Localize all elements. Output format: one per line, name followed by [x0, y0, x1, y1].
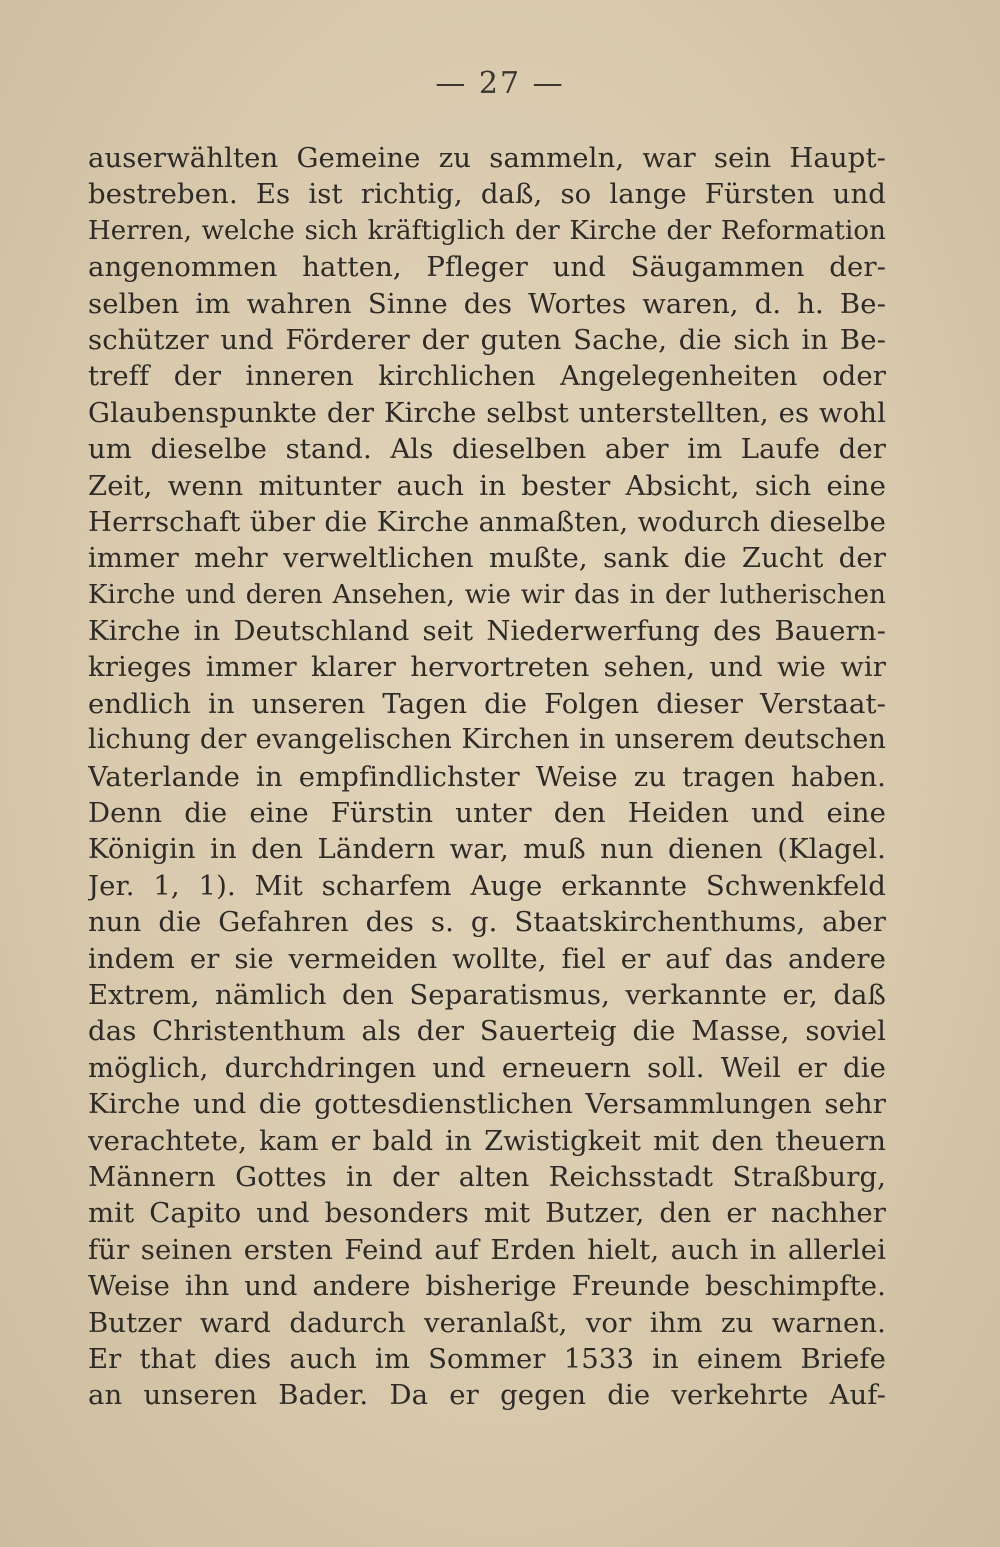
page-number: — 27 —: [435, 66, 565, 101]
text-line: angenommen hatten, Pfleger und Säugammen der-: [88, 251, 886, 284]
text-line: Kirche in Deutschland seit Niederwerfung des Bauern-: [88, 615, 886, 648]
text-line: an unseren Bader. Da er gegen die verkehrte Auf-: [88, 1379, 886, 1412]
text-line: das Christenthum als der Sauerteig die Masse, soviel: [88, 1015, 886, 1048]
text-line: möglich, durchdringen und erneuern soll. Weil er die: [88, 1051, 886, 1084]
text-line: Königin in den Ländern war, muß nun dienen (Klagel.: [88, 833, 886, 866]
text-line: Herrschaft über die Kirche anmaßten, wodurch dieselbe: [88, 505, 886, 538]
text-line: Herren, welche sich kräftiglich der Kirche der Reformation: [88, 215, 886, 246]
text-line: Denn die eine Fürstin unter den Heiden und eine: [88, 797, 886, 830]
text-line: indem er sie vermeiden wollte, fiel er auf das andere: [88, 942, 886, 975]
text-line: auserwählten Gemeine zu sammeln, war sein Haupt-: [88, 142, 886, 174]
text-line: treff der inneren kirchlichen Angelegenheiten oder: [88, 360, 886, 393]
text-line: schützer und Förderer der guten Sache, die sich in Be-: [88, 323, 886, 356]
text-line: mit Capito und besonders mit Butzer, den er nachher: [88, 1197, 886, 1230]
text-line: Er that dies auch im Sommer 1533 in einem Briefe: [88, 1342, 886, 1375]
text-line: nun die Gefahren des s. g. Staatskirchenthums, aber: [88, 906, 886, 939]
text-line: Zeit, wenn mitunter auch in bester Absicht, sich eine: [88, 469, 886, 502]
text-line: selben im wahren Sinne des Wortes waren, d. h. Be-: [88, 287, 886, 320]
text-line: Jer. 1, 1). Mit scharfem Auge erkannte Schwenkfeld: [88, 869, 886, 902]
text-line: Glaubenspunkte der Kirche selbst unterstellten, es wohl: [88, 396, 886, 429]
text-line: für seinen ersten Feind auf Erden hielt, auch in allerlei: [88, 1233, 886, 1266]
text-line: Butzer ward dadurch veranlaßt, vor ihm zu warnen.: [88, 1306, 886, 1339]
text-line: verachtete, kam er bald in Zwistigkeit mit den theuern: [88, 1124, 886, 1157]
text-line: Vaterlande in empfindlichster Weise zu tragen haben.: [88, 760, 886, 793]
text-line: Extrem, nämlich den Separatismus, verkannte er, daß: [88, 978, 886, 1011]
text-line: Weise ihn und andere bisherige Freunde beschimpfte.: [88, 1270, 886, 1303]
text-line: lichung der evangelischen Kirchen in unserem deutschen: [88, 724, 886, 756]
text-line: krieges immer klarer hervortreten sehen, und wie wir: [88, 651, 886, 684]
text-line: endlich in unseren Tagen die Folgen dieser Verstaat-: [88, 687, 886, 720]
body-text: [88, 140, 886, 1414]
text-line: Kirche und die gottesdienstlichen Versammlungen sehr: [88, 1088, 886, 1121]
text-line: immer mehr verweltlichen mußte, sank die Zucht der: [88, 542, 886, 575]
text-line: Männern Gottes in der alten Reichsstadt Straßburg,: [88, 1160, 886, 1193]
text-line: bestreben. Es ist richtig, daß, so lange Fürsten und: [88, 178, 886, 211]
text-line: Kirche und deren Ansehen, wie wir das in der lutherischen: [88, 579, 886, 610]
text-line: um dieselbe stand. Als dieselben aber im Laufe der: [88, 433, 886, 466]
